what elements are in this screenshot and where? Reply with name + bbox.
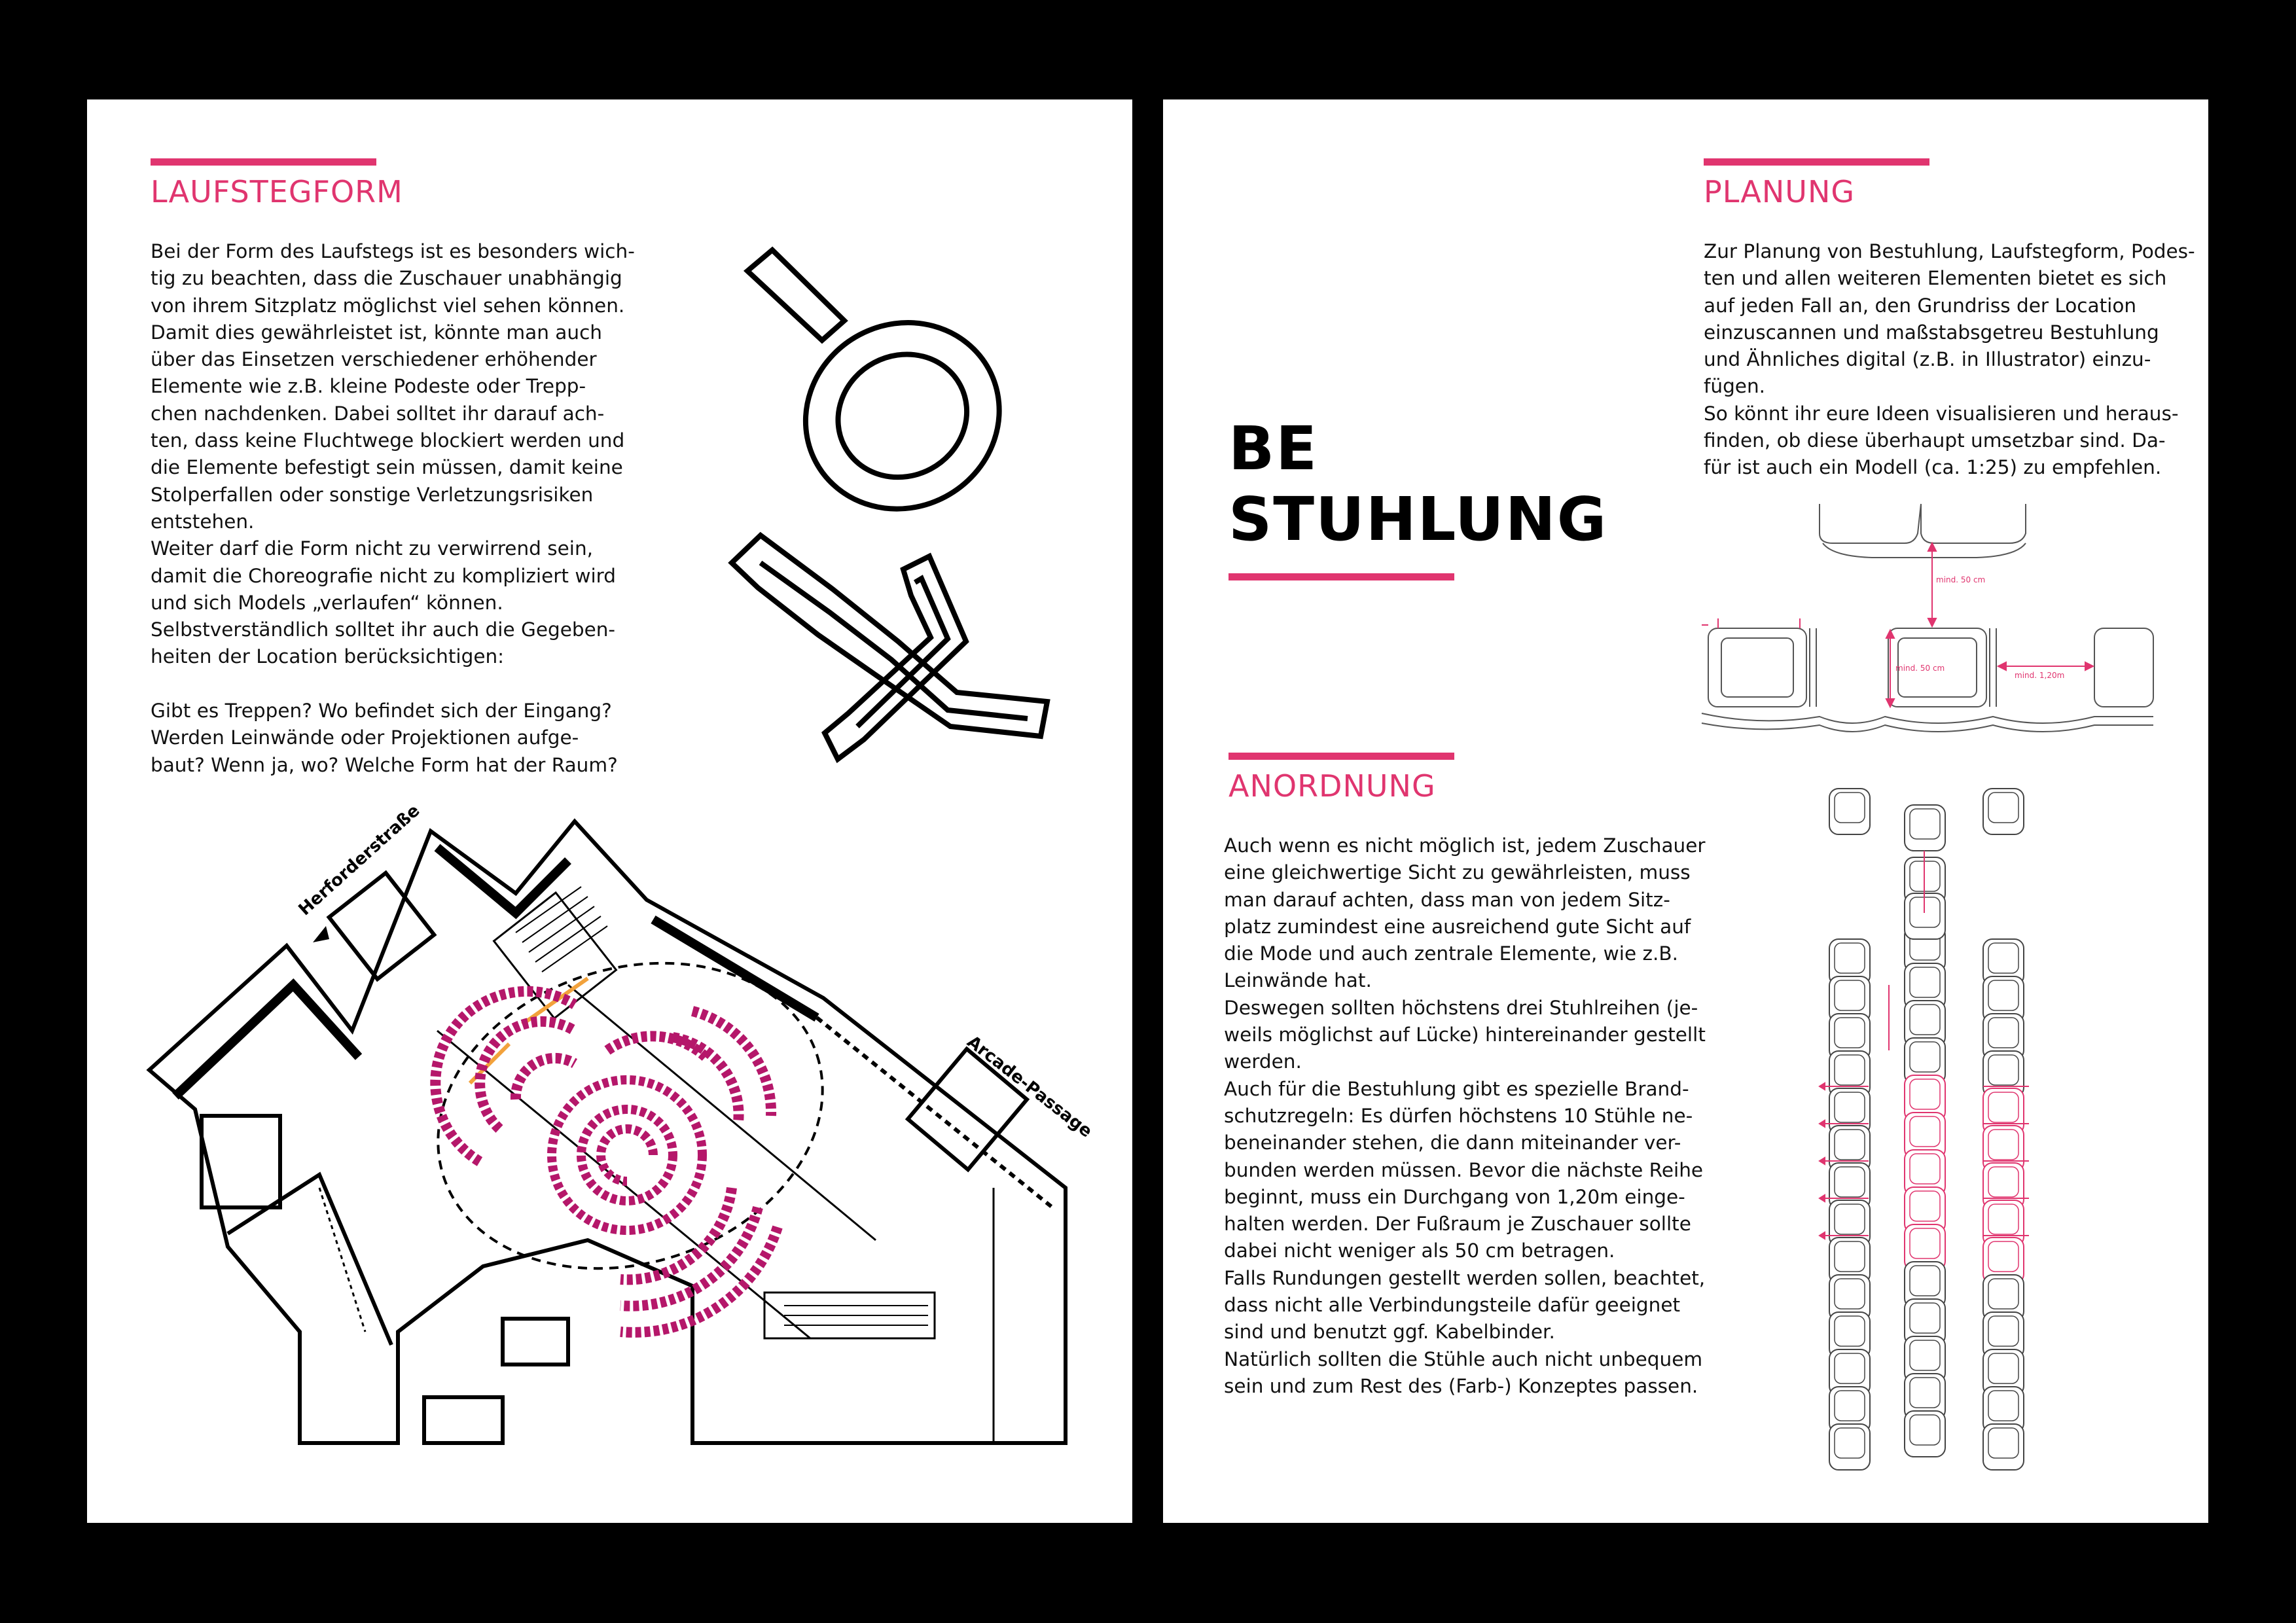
body-line: einzuscannen und maßstabsgetreu Bestuhlung [1704,321,2159,344]
body-line: sein und zum Rest des (Farb-) Konzeptes passen. [1224,1374,1698,1397]
body-line: Stolperfallen oder sonstige Verletzungsrisiken [151,483,594,506]
body-line: dass nicht alle Verbindungsteile dafür geeignet [1224,1294,1681,1317]
body-line: und Ähnliches digital (z.B. in Illustrator) einzu- [1704,348,2151,371]
chair-icon [1829,1424,1870,1470]
body-line: und sich Models „verlaufen“ können. [151,591,503,614]
body-line: bunden werden müssen. Bevor die nächste Reihe [1224,1158,1704,1181]
body-line: Zur Planung von Bestuhlung, Laufstegform, Podes- [1704,240,2195,262]
headline-stuhlung: STUHLUNG [1229,484,1608,554]
body-line: platz zumindest eine ausreichend gute Sicht auf [1224,915,1691,938]
body-line: chen nachdenken. Dabei solltet ihr darauf ach- [151,402,605,425]
body-line: baut? Wenn ja, wo? Welche Form hat der Raum? [151,753,618,776]
body-line: von ihrem Sitzplatz möglichst viel sehen können. [151,294,625,317]
body-line: über das Einsetzen verschiedener erhöhender [151,348,597,371]
planung-rule [1704,158,1929,166]
body-line: Falls Rundungen gestellt werden sollen, beachtet, [1224,1266,1706,1289]
body-line: heiten der Location berücksichtigen: [151,645,505,668]
chair-rows-diagram [1820,789,2029,1463]
body-line: Auch wenn es nicht möglich ist, jedem Zuschauer [1224,834,1706,857]
chair-spacing-diagram [1702,497,2153,746]
headline-be: BE [1229,414,1318,484]
body-line: Werden Leinwände oder Projektionen aufge- [151,726,579,749]
body-line: weils möglichst auf Lücke) hintereinander gestellt [1224,1024,1706,1046]
body-line: schutzregeln: Es dürfen höchstens 10 Stühle ne- [1224,1104,1693,1127]
runway-shape-illustration [707,242,1073,805]
label-aisle: mind. 1,20m [2015,671,2065,680]
body-line: Gibt es Treppen? Wo befindet sich der Eingang? [151,700,612,722]
body-line: Damit dies gewährleistet ist, könnte man auch [151,321,602,344]
planung-title: PLANUNG [1704,174,1856,209]
body-line: damit die Choreografie nicht zu kompliziert wird [151,564,616,587]
headline-rule [1229,573,1454,580]
anordnung-body [1224,832,1706,1400]
body-line [151,671,635,698]
body-line: finden, ob diese überhaupt umsetzbar sind. Da- [1704,429,2166,452]
chair-icon [1983,1424,2024,1470]
body-line: ten, dass keine Fluchtwege blockiert werden und [151,429,625,452]
body-line: Leinwände hat. [1224,969,1372,992]
entrance-arrow-icon [313,926,329,942]
laufstegform-title: LAUFSTEGFORM [151,174,403,209]
body-line: die Elemente befestigt sein müssen, damit keine [151,456,623,479]
body-line: So könnt ihr eure Ideen visualisieren und heraus- [1704,402,2179,425]
body-line: man darauf achten, dass man von jedem Sitz- [1224,888,1670,911]
body-line: entstehen. [151,510,255,533]
body-line: sind und benutzt ggf. Kabelbinder. [1224,1321,1555,1344]
laufstegform-rule [151,158,376,166]
body-line: tig zu beachten, dass die Zuschauer unabhängig [151,267,622,290]
chair-icon [1905,805,1945,851]
label-depth-top: mind. 50 cm [1936,575,1986,584]
body-line: für ist auch ein Modell (ca. 1:25) zu empfehlen. [1704,456,2162,479]
body-line: halten werden. Der Fußraum je Zuschauer sollte [1224,1213,1691,1236]
body-line: fügen. [1704,375,1766,398]
street-label-herforder: Herforderstraße [295,800,424,920]
body-line: eine gleichwertige Sicht zu gewährleisten, muss [1224,861,1691,884]
street-label-arcade: Arcade-Passage [963,1031,1096,1142]
laufstegform-body [151,238,635,779]
body-line: die Mode und auch zentrale Elemente, wie z.B. [1224,942,1678,965]
chair-icon [1983,789,2024,834]
body-line: Deswegen sollten höchstens drei Stuhlreihen (je- [1224,996,1698,1019]
body-line: werden. [1224,1050,1302,1073]
chair-icon [1905,1411,1945,1457]
body-line: dabei nicht weniger als 50 cm betragen. [1224,1240,1615,1262]
body-line: Selbstverständlich solltet ihr auch die Gegeben- [151,618,616,641]
label-depth-seat: mind. 50 cm [1895,664,1945,673]
body-line: auf jeden Fall an, den Grundriss der Location [1704,294,2137,317]
body-line: ten und allen weiteren Elementen bietet es sich [1704,267,2167,290]
body-line: Natürlich sollten die Stühle auch nicht unbequem [1224,1347,1703,1370]
body-line: Weiter darf die Form nicht zu verwirrend sein, [151,537,594,560]
planung-body [1704,238,2195,482]
body-line: beginnt, muss ein Durchgang von 1,20m einge- [1224,1185,1685,1208]
body-line: beneinander stehen, die dann miteinander ver- [1224,1132,1681,1154]
body-line: Auch für die Bestuhlung gibt es spezielle Brand- [1224,1077,1689,1100]
body-line: Bei der Form des Laufstegs ist es besonders wich- [151,240,635,262]
anordnung-rule [1229,753,1454,760]
body-line: Elemente wie z.B. kleine Podeste oder Trepp- [151,375,586,398]
floorplan [149,800,1096,1443]
chair-icon [1829,789,1870,834]
anordnung-title: ANORDNUNG [1229,768,1436,804]
